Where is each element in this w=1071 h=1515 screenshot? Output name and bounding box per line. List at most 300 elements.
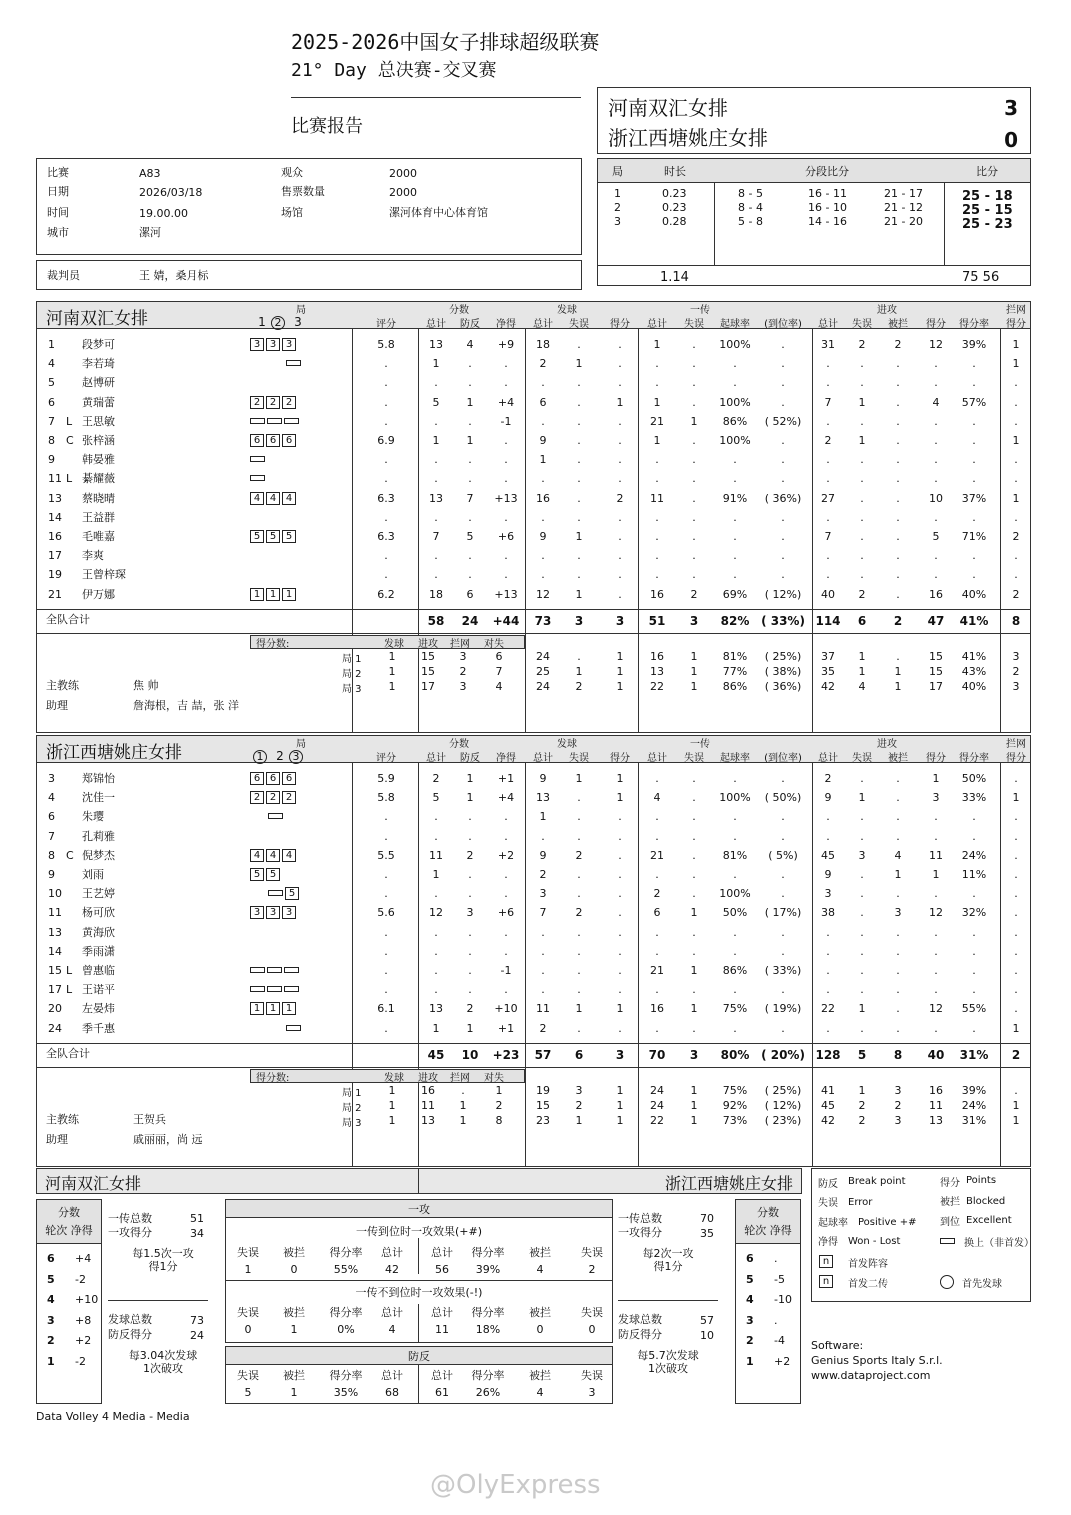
player-number: 24 xyxy=(48,1021,62,1035)
player-stat: . xyxy=(860,925,864,939)
grid-value: 1 xyxy=(244,1263,252,1276)
player-set-positions xyxy=(250,375,304,388)
player-stat: 13 xyxy=(429,491,443,505)
player-name: 李若琦 xyxy=(82,357,115,371)
legend-key-pts: 得分 xyxy=(940,1178,960,1189)
player-stat: . xyxy=(826,925,830,939)
player-stat: 9 xyxy=(824,868,832,881)
player-stat: . xyxy=(934,1021,938,1035)
set-row-stat: 1 xyxy=(690,1084,698,1097)
coach-label: 主教练 xyxy=(46,1113,79,1126)
set-row-stat: ( 38%) xyxy=(764,665,802,678)
grid-value: 4 xyxy=(388,1323,396,1336)
set-row-stat: 22 xyxy=(650,1114,664,1127)
player-stat: 1 xyxy=(466,434,474,447)
set-row-stat: 1 xyxy=(690,680,698,693)
software-url[interactable]: www.dataproject.com xyxy=(811,1369,931,1382)
player-stat: . xyxy=(692,510,696,524)
player-stat: . xyxy=(692,791,696,805)
set-col-header: 1 xyxy=(258,315,266,329)
set-row-stat: 42 xyxy=(821,680,835,693)
starting-position: 5 xyxy=(285,887,299,900)
starting-position: 2 xyxy=(266,396,280,409)
set-number: 3 xyxy=(614,215,621,228)
set-row-stat: 23 xyxy=(536,1114,550,1127)
player-stat: 2 xyxy=(653,887,661,901)
player-stat: . xyxy=(655,983,659,997)
team-total-stat: 128 xyxy=(815,1048,841,1062)
player-stat: . xyxy=(692,925,696,939)
set-empty xyxy=(250,356,266,369)
grid-col-header: 总计 xyxy=(431,1369,453,1382)
player-stat: . xyxy=(1014,1002,1018,1016)
set-empty xyxy=(286,829,302,842)
player-stat: . xyxy=(692,530,696,543)
rotation-net: -10 xyxy=(774,1293,792,1306)
player-stat: -1 xyxy=(500,964,512,977)
player-stat: . xyxy=(860,357,864,371)
col-group-points: 分数 xyxy=(449,739,469,750)
set-row-stat: 11 xyxy=(929,1099,943,1112)
rotation-net: +4 xyxy=(75,1252,92,1265)
player-stat: . xyxy=(733,530,737,543)
set-empty xyxy=(268,510,284,523)
player-stat: . xyxy=(541,376,545,390)
set-row-stat: 19 xyxy=(536,1084,550,1097)
team-total-stat: 8 xyxy=(893,1048,903,1062)
set-row-points: 1 xyxy=(388,1099,396,1112)
set-row-stat: 1 xyxy=(858,1084,866,1097)
grid-col-header: 被拦 xyxy=(529,1369,551,1382)
player-stat: 2 xyxy=(575,906,583,920)
col-subheader: 净得 xyxy=(496,753,516,764)
player-stat: . xyxy=(618,925,622,939)
legend-desc-pos: Positive +# xyxy=(858,1217,917,1228)
player-stat: 6.2 xyxy=(377,587,395,601)
player-stat: . xyxy=(618,453,622,467)
set-empty xyxy=(250,925,266,938)
set-row-stat: 16 xyxy=(929,1084,943,1097)
player-number: 8 xyxy=(48,434,55,447)
player-stat: . xyxy=(618,848,622,862)
player-number: 14 xyxy=(48,944,62,958)
player-stat: . xyxy=(504,434,508,447)
player-stat: . xyxy=(896,964,900,977)
player-stat: 1 xyxy=(858,791,866,805)
set-row-stat: 15 xyxy=(929,650,943,663)
player-name: 李爽 xyxy=(82,549,104,563)
team-total-stat: 58 xyxy=(427,614,445,628)
set-row-points: 11 xyxy=(421,1099,435,1112)
player-name: 郑锦怡 xyxy=(82,772,115,785)
player-stat: . xyxy=(826,964,830,977)
player-name: 韩晏雅 xyxy=(82,453,115,467)
starting-position: 2 xyxy=(250,791,264,804)
assistant-label: 助理 xyxy=(46,1133,68,1146)
rotation-number: 6 xyxy=(47,1252,55,1265)
set-empty xyxy=(268,375,284,388)
player-stat: . xyxy=(468,829,472,843)
set-row-stat: 41% xyxy=(961,650,987,663)
starting-position: 2 xyxy=(282,791,296,804)
set-row-stat: 1 xyxy=(1012,1114,1020,1127)
set-empty xyxy=(268,944,284,957)
legend-key-net: 净得 xyxy=(818,1237,838,1248)
player-number: 17 xyxy=(48,983,62,997)
player-stat: +6 xyxy=(497,906,515,920)
grid-value: 2 xyxy=(588,1263,596,1276)
player-number: 11 xyxy=(48,472,62,486)
player-number: 4 xyxy=(48,357,55,371)
player-stat: . xyxy=(618,357,622,371)
legend-desc-setter: 首发二传 xyxy=(848,1279,888,1290)
player-stat: . xyxy=(692,848,696,862)
player-stat: . xyxy=(733,810,737,824)
player-stat: . xyxy=(577,925,581,939)
player-stat: 1 xyxy=(616,772,624,785)
rotation-table-b xyxy=(735,1199,801,1404)
grid-value: 3 xyxy=(588,1386,596,1399)
rotation-net: . xyxy=(774,1252,778,1265)
legend-key-pos: 起球率 xyxy=(818,1218,848,1229)
legend-desc-blk: Blocked xyxy=(966,1196,1006,1207)
set-row-stat: 73% xyxy=(722,1114,748,1127)
team-name: 浙江西塘姚庄女排 xyxy=(46,743,182,763)
b-so-note2: 得1分 xyxy=(653,1260,683,1273)
player-set-positions xyxy=(250,337,298,351)
set-row-stat: 1 xyxy=(894,665,902,678)
player-stat: . xyxy=(934,357,938,371)
set-row-stat: 3 xyxy=(894,1084,902,1097)
player-stat: . xyxy=(781,810,785,824)
player-stat: . xyxy=(860,530,864,543)
set-empty xyxy=(285,809,301,822)
player-stat: . xyxy=(504,510,508,524)
player-stat: 21 xyxy=(650,848,664,862)
grid-col-header: 失误 xyxy=(581,1306,603,1319)
starting-position: 4 xyxy=(282,492,296,505)
player-stat: ( 33%) xyxy=(764,964,802,977)
player-stat: 9 xyxy=(539,530,547,543)
bottom-team-bar xyxy=(36,1168,802,1194)
player-stat: . xyxy=(781,772,785,785)
player-stat: 1 xyxy=(466,395,474,409)
player-stat: . xyxy=(577,491,581,505)
player-stat: . xyxy=(618,549,622,563)
player-stat: . xyxy=(896,376,900,390)
player-stat: 1 xyxy=(616,791,624,805)
player-stat: 2 xyxy=(1012,587,1020,601)
bench-sub-icon xyxy=(286,1025,301,1031)
player-stat: 9 xyxy=(539,848,547,862)
player-stat: . xyxy=(655,868,659,881)
player-set-positions xyxy=(250,433,298,447)
player-stat: . xyxy=(504,887,508,901)
set-row-points: 1 xyxy=(459,1114,467,1127)
starting-position: 2 xyxy=(266,791,280,804)
player-stat: 11 xyxy=(929,848,943,862)
player-number: 1 xyxy=(48,338,55,351)
player-stat: . xyxy=(733,944,737,958)
sets-hdr-set: 局 xyxy=(612,165,623,178)
set-row-stat: 31% xyxy=(961,1114,987,1127)
set-empty xyxy=(285,471,301,484)
rotation-table-a xyxy=(36,1199,102,1404)
player-stat: . xyxy=(618,587,622,601)
player-stat: 5 xyxy=(432,395,440,409)
player-stat: . xyxy=(781,944,785,958)
starting-position: 3 xyxy=(250,338,264,351)
player-number: 13 xyxy=(48,925,62,939)
b-recv-total-label: 一传总数 xyxy=(618,1212,662,1225)
set-row-stat: 3 xyxy=(894,1114,902,1127)
player-stat: . xyxy=(434,829,438,843)
player-stat: 2 xyxy=(466,848,474,862)
player-stat: . xyxy=(692,434,696,447)
player-stat: . xyxy=(972,810,976,824)
set-partial-16: 14 - 16 xyxy=(808,215,847,228)
player-stat: . xyxy=(577,472,581,486)
player-stat: . xyxy=(468,510,472,524)
player-stat: . xyxy=(504,472,508,486)
set-row-stat: 22 xyxy=(650,680,664,693)
col-subheader: 总计 xyxy=(426,319,446,330)
set-row-stat: 24 xyxy=(650,1099,664,1112)
starting-position: 6 xyxy=(266,772,280,785)
set-row-stat: 24 xyxy=(536,650,550,663)
starting-position: 3 xyxy=(250,906,264,919)
player-set-positions xyxy=(250,809,303,822)
grid-col-header: 失误 xyxy=(237,1369,259,1382)
label-venue: 场馆 xyxy=(281,206,303,219)
col-subheader: (到位率) xyxy=(764,753,802,764)
points-header-block: 拦网 xyxy=(450,639,470,650)
starting-position: 4 xyxy=(282,849,296,862)
b-recv-total: 70 xyxy=(700,1212,714,1225)
col-group-reception: 一传 xyxy=(690,305,710,316)
rot-b-hdr1: 分数 xyxy=(757,1206,779,1219)
col-group-set: 局 xyxy=(296,739,306,750)
player-stat: 1 xyxy=(653,395,661,409)
player-stat: . xyxy=(896,357,900,371)
player-stat: . xyxy=(896,491,900,505)
player-stat: . xyxy=(577,338,581,351)
value-audience: 2000 xyxy=(389,167,417,180)
set-row-points: 3 xyxy=(459,650,467,663)
grid-value: 0 xyxy=(290,1263,298,1276)
set-row-stat: 1 xyxy=(616,680,624,693)
grid-value: 18% xyxy=(475,1323,501,1336)
player-name: 段梦可 xyxy=(82,338,115,351)
team-total-stat: 51 xyxy=(648,614,666,628)
player-number: 19 xyxy=(48,568,62,582)
player-stat: 1 xyxy=(466,791,474,805)
player-stat: . xyxy=(860,568,864,582)
set-row-stat: 13 xyxy=(650,665,664,678)
player-stat: . xyxy=(860,964,864,977)
player-number: 7 xyxy=(48,414,55,428)
player-stat: . xyxy=(692,549,696,563)
player-stat: 1 xyxy=(616,395,624,409)
player-stat: 86% xyxy=(722,414,748,428)
player-stat: . xyxy=(384,810,388,824)
player-stat: . xyxy=(896,925,900,939)
set-row-points: 6 xyxy=(495,650,503,663)
rotation-net: -4 xyxy=(774,1334,785,1347)
player-stat: . xyxy=(692,887,696,901)
player-stat: . xyxy=(733,453,737,467)
player-set-positions xyxy=(250,471,303,484)
player-stat: 57% xyxy=(961,395,987,409)
player-stat: 1 xyxy=(616,1002,624,1016)
set-partial-21: 21 - 12 xyxy=(884,201,923,214)
player-stat: 4 xyxy=(932,395,940,409)
col-group-attack: 进攻 xyxy=(877,739,897,750)
team-total-stat: 47 xyxy=(927,614,945,628)
player-stat: . xyxy=(972,510,976,524)
player-stat: . xyxy=(1014,772,1018,785)
col-subheader: 得分 xyxy=(610,319,630,330)
player-stat: 1 xyxy=(539,453,547,467)
player-stat: . xyxy=(1014,983,1018,997)
so-title: 一攻 xyxy=(408,1203,430,1216)
starter-icon: n xyxy=(819,1255,833,1268)
player-stat: . xyxy=(1014,868,1018,881)
player-stat: . xyxy=(618,510,622,524)
player-stat: +13 xyxy=(494,587,518,601)
set-col-header: 3 xyxy=(294,315,302,329)
player-stat: 11 xyxy=(536,1002,550,1016)
set-empty xyxy=(286,548,302,561)
set-row-stat: 2 xyxy=(858,1114,866,1127)
assistant-label: 助理 xyxy=(46,699,68,712)
set-row-label: 局 1 xyxy=(342,654,362,665)
grid-value: 0 xyxy=(536,1323,544,1336)
player-stat: . xyxy=(733,357,737,371)
starting-position: 6 xyxy=(282,434,296,447)
player-stat: . xyxy=(826,357,830,371)
player-stat: 1 xyxy=(575,587,583,601)
player-set-positions xyxy=(250,491,298,505)
player-stat: . xyxy=(384,964,388,977)
player-stat: 1 xyxy=(1012,357,1020,371)
player-stat: . xyxy=(896,510,900,524)
a-so-note1: 每1.5次一攻 xyxy=(132,1247,194,1260)
rotation-net: . xyxy=(774,1313,778,1327)
team-total-stat: 73 xyxy=(534,614,552,628)
team-total-label: 全队合计 xyxy=(46,1047,90,1060)
player-stat: 2 xyxy=(824,772,832,785)
legend-desc-exc: Excellent xyxy=(966,1215,1012,1226)
player-stat: . xyxy=(577,1021,581,1035)
bench-sub-icon xyxy=(250,456,265,462)
player-stat: 7 xyxy=(466,491,474,505)
rotation-number: 2 xyxy=(47,1334,55,1347)
player-name: 张梓涵 xyxy=(82,434,115,447)
player-stat: . xyxy=(692,1021,696,1035)
starting-position: 5 xyxy=(250,868,264,881)
player-stat: . xyxy=(384,887,388,901)
set-row-stat: 1 xyxy=(858,650,866,663)
player-stat: 37% xyxy=(961,491,987,505)
player-stat: . xyxy=(384,510,388,524)
rot-a-hdr2: 轮次 净得 xyxy=(45,1224,93,1237)
player-name: 曾惠临 xyxy=(82,964,115,977)
col-subheader: 失误 xyxy=(852,319,872,330)
player-stat: 13 xyxy=(429,338,443,351)
set-row-label: 局 3 xyxy=(342,684,362,695)
player-stat: . xyxy=(1014,887,1018,901)
grid-value: 42 xyxy=(385,1263,399,1276)
rotation-number: 3 xyxy=(47,1313,55,1327)
set-final-score: 25 - 15 xyxy=(962,203,1013,218)
player-role: C xyxy=(66,848,74,862)
player-stat: +10 xyxy=(494,1002,518,1016)
player-stat: . xyxy=(1014,414,1018,428)
sets-hdr-partial: 分段比分 xyxy=(805,165,849,178)
set-row-stat: 37 xyxy=(821,650,835,663)
player-stat: 31 xyxy=(821,338,835,351)
grid-value: 1 xyxy=(290,1323,298,1336)
player-stat: . xyxy=(618,434,622,447)
starting-position: 3 xyxy=(266,338,280,351)
set-row-points: 2 xyxy=(459,665,467,678)
set-row-points: 8 xyxy=(495,1114,503,1127)
player-name: 刘雨 xyxy=(82,868,104,881)
rotation-net: +2 xyxy=(75,1334,92,1347)
player-stat: . xyxy=(781,568,785,582)
player-stat: . xyxy=(860,772,864,785)
set-partial-16: 16 - 11 xyxy=(808,187,847,200)
player-stat: . xyxy=(896,434,900,447)
player-stat: . xyxy=(972,829,976,843)
set-row-stat: 1 xyxy=(616,665,624,678)
team-total-stat: 6 xyxy=(857,614,867,628)
grid-col-header: 得分率 xyxy=(471,1306,505,1319)
player-stat: . xyxy=(577,414,581,428)
player-stat: 2 xyxy=(894,338,902,351)
grid-value: 0 xyxy=(244,1323,252,1336)
b-so-note1: 每2次一攻 xyxy=(642,1247,694,1260)
player-stat: 11% xyxy=(961,868,987,881)
player-stat: . xyxy=(618,530,622,543)
player-stat: . xyxy=(384,357,388,371)
player-stat: . xyxy=(896,944,900,958)
player-stat: . xyxy=(934,887,938,901)
player-set-positions xyxy=(250,790,298,804)
total-divider xyxy=(36,609,1031,610)
player-number: 8 xyxy=(48,848,55,862)
player-stat: . xyxy=(972,376,976,390)
player-stat: . xyxy=(655,925,659,939)
total-divider-bottom xyxy=(36,633,1031,634)
team-total-stat: 3 xyxy=(615,1048,625,1062)
set-row-stat: . xyxy=(1014,1084,1018,1097)
set-empty xyxy=(267,452,283,465)
scoreboard-score-b: 0 xyxy=(1004,128,1018,152)
player-stat: . xyxy=(618,1021,622,1035)
player-stat: 9 xyxy=(539,434,547,447)
col-group-attack: 进攻 xyxy=(877,305,897,316)
player-stat: . xyxy=(618,472,622,486)
set-row-stat: 1 xyxy=(690,1114,698,1127)
set-empty xyxy=(282,867,298,880)
player-stat: 2 xyxy=(1012,530,1020,543)
player-stat: . xyxy=(896,395,900,409)
player-stat: . xyxy=(577,868,581,881)
set-row-points: 1 xyxy=(388,665,396,678)
grid-col-header: 被拦 xyxy=(529,1306,551,1319)
